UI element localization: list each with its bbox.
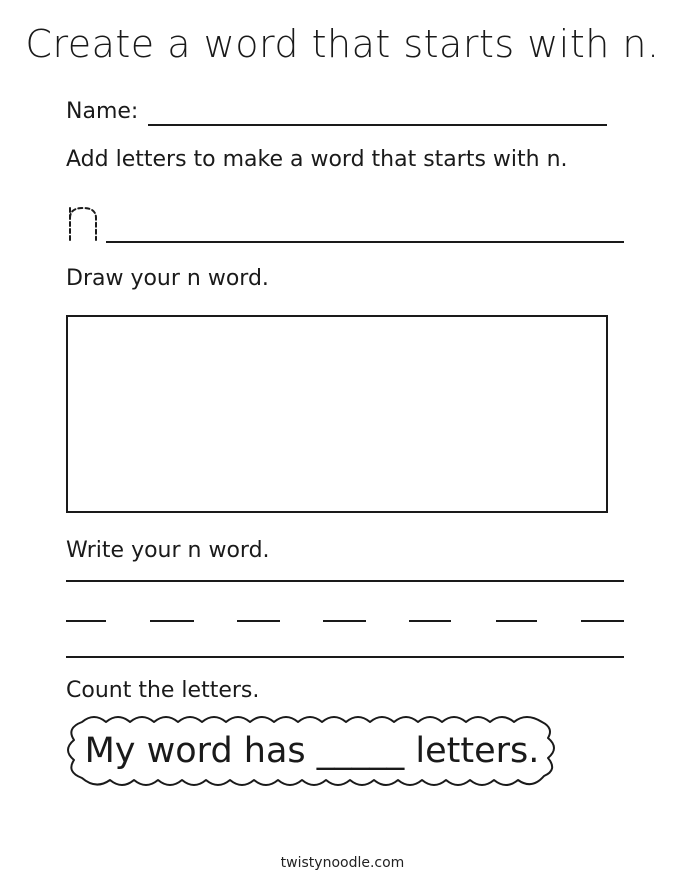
tracing-letter-n [66,198,102,244]
write-line-top[interactable] [66,580,624,582]
letter-blank[interactable] [581,620,624,622]
write-instruction: Write your n word. [66,538,270,563]
name-writing-line[interactable] [148,124,607,126]
drawing-box[interactable] [66,315,608,513]
footer-credit[interactable]: twistynoodle.com [280,855,405,871]
tracing-letter-text: n [66,198,67,199]
draw-instruction: Draw your n word. [66,266,269,291]
letter-blank[interactable] [150,620,194,622]
name-label: Name: [66,99,139,124]
letter-blank[interactable] [409,620,451,622]
add-letters-instruction: Add letters to make a word that starts with n. [66,147,568,172]
bubble-sentence: My word has _____ letters. [84,731,540,771]
letter-blank[interactable] [66,620,106,622]
letter-blank[interactable] [237,620,280,622]
word-completion-line[interactable] [106,241,624,243]
write-line-bottom[interactable] [66,656,624,658]
letter-blank[interactable] [496,620,537,622]
page-title: Create a word that starts with n. [25,22,660,66]
letter-blank[interactable] [323,620,366,622]
count-instruction: Count the letters. [66,678,260,703]
